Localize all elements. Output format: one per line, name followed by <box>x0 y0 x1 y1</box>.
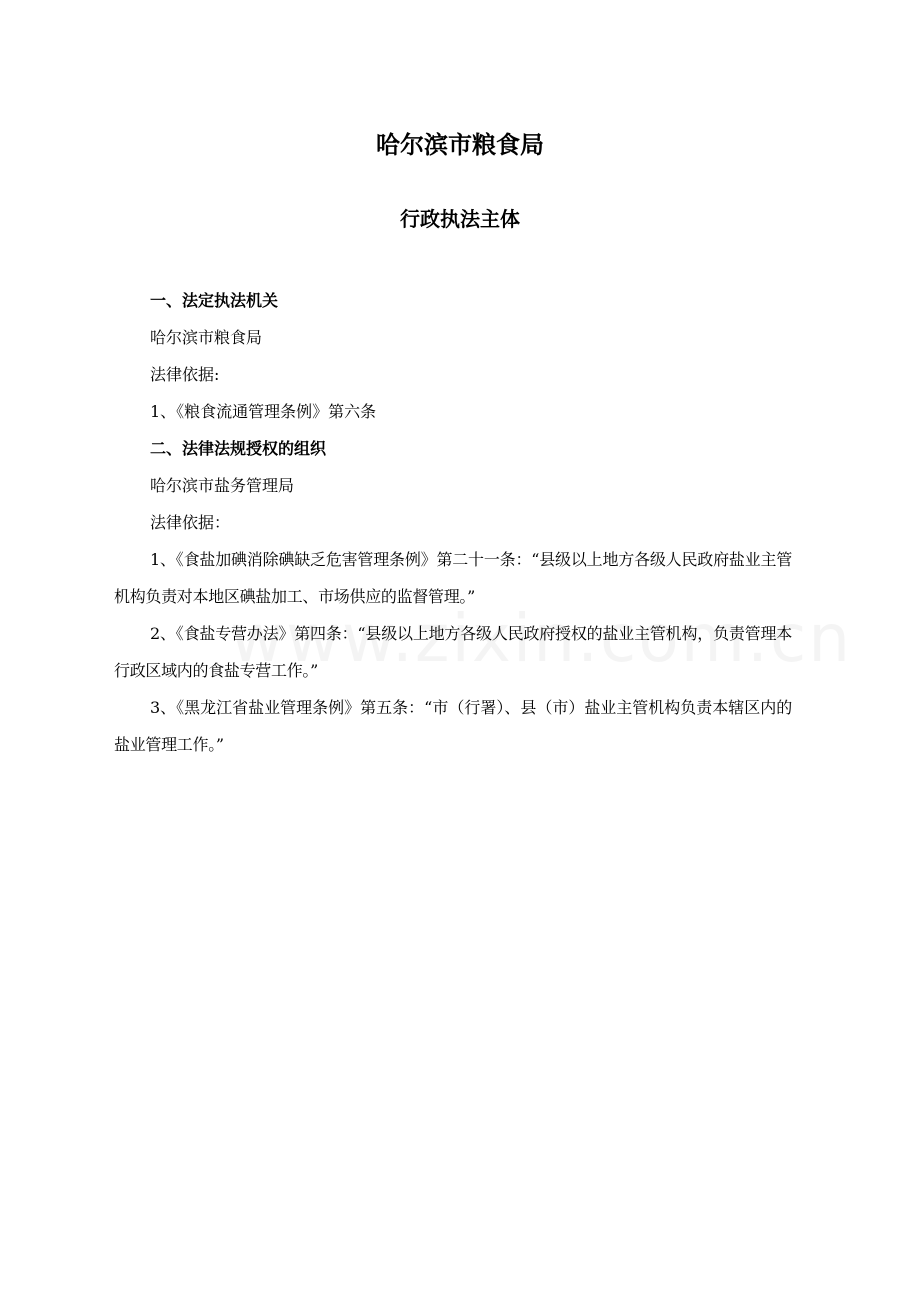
section2-basis-item-2: 2、《食盐专营办法》第四条：“县级以上地方各级人民政府授权的盐业主管机构，负责管理本行政区域内的食盐专营工作。” <box>114 624 792 680</box>
section-heading-2: 二、法律法规授权的组织 <box>150 439 327 458</box>
section-heading-1: 一、法定执法机关 <box>150 291 279 310</box>
document-subtitle: 行政执法主体 <box>400 207 520 231</box>
section2-basis-item-1: 1、《食盐加碘消除碘缺乏危害管理条例》第二十一条：“县级以上地方各级人民政府盐业主管机构负责对本地区碘盐加工、市场供应的监督管理。” <box>114 550 792 606</box>
section1-basis-item-1: 1、《粮食流通管理条例》第六条 <box>150 402 377 421</box>
section1-basis-label: 法律依据: <box>150 365 220 384</box>
document-title: 哈尔滨市粮食局 <box>376 131 544 159</box>
section2-agency: 哈尔滨市盐务管理局 <box>150 476 295 495</box>
document-body <box>114 282 792 763</box>
section1-agency: 哈尔滨市粮食局 <box>150 328 263 347</box>
section2-basis-item-3: 3、《黑龙江省盐业管理条例》第五条：“市（行署）、县（市）盐业主管机构负责本辖区内的盐业管理工作。” <box>114 698 792 754</box>
section2-basis-label: 法律依据： <box>150 513 231 532</box>
